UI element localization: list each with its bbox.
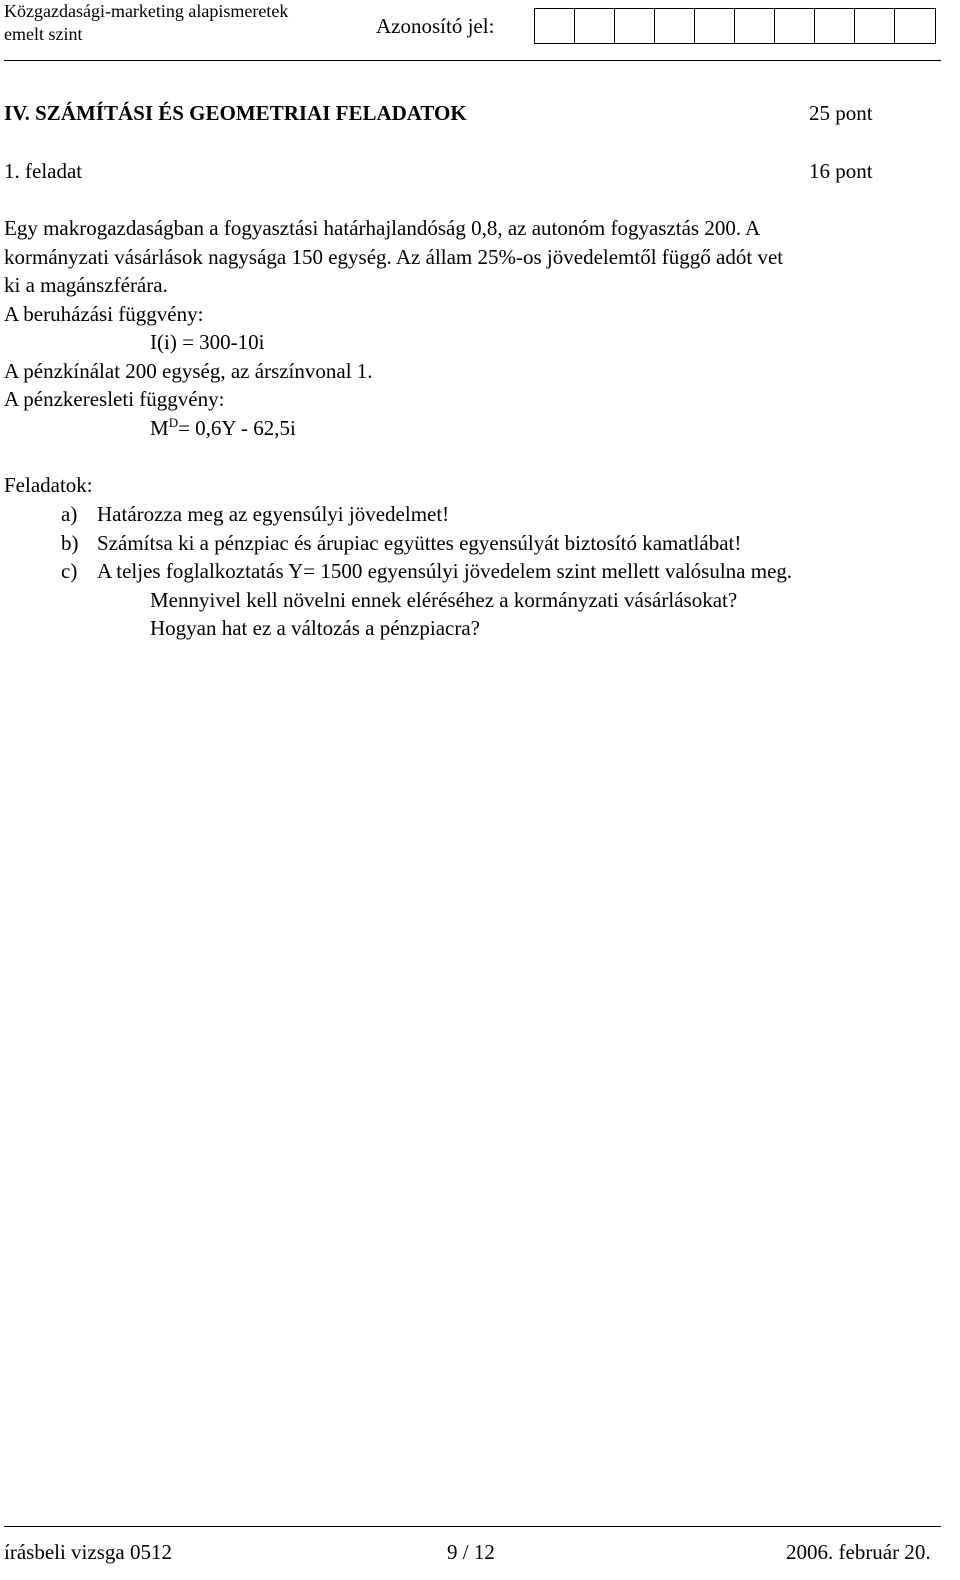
id-code-box[interactable] xyxy=(815,9,855,43)
md-superscript: D xyxy=(168,415,179,430)
task-b-text: Számítsa ki a pénzpiac és árupiac együttes egyensúlyát biztosító kamatlábat! xyxy=(97,531,742,555)
money-demand-formula xyxy=(150,414,296,442)
task-a-marker: a) xyxy=(61,502,78,526)
task-label: 1. feladat xyxy=(4,159,83,183)
id-code-box[interactable] xyxy=(655,9,695,43)
md-expression: = 0,6Y - 62,5i xyxy=(178,416,296,440)
id-code-box[interactable] xyxy=(735,9,775,43)
task-a-text: Határozza meg az egyensúlyi jövedelmet! xyxy=(97,502,450,526)
tasks-heading: Feladatok: xyxy=(4,473,93,497)
investment-formula: I(i) = 300-10i xyxy=(150,330,265,354)
header-divider xyxy=(4,60,941,61)
task-b-marker: b) xyxy=(61,531,79,555)
task-points: 16 pont xyxy=(809,159,873,183)
footer-divider xyxy=(4,1526,941,1527)
task-c-text: A teljes foglalkoztatás Y= 1500 egyensúlyi jövedelem szint mellett valósulna meg. xyxy=(97,559,793,583)
task-c-line-3: Hogyan hat ez a változás a pénzpiacra? xyxy=(150,616,480,640)
id-code-boxes[interactable] xyxy=(534,8,936,44)
id-code-box[interactable] xyxy=(775,9,815,43)
money-demand-label: A pénzkeresleti függvény: xyxy=(4,387,225,411)
id-code-box[interactable] xyxy=(895,9,935,43)
footer-exam-code: írásbeli vizsga 0512 xyxy=(4,1540,172,1564)
section-points: 25 pont xyxy=(809,101,873,125)
id-code-box[interactable] xyxy=(855,9,895,43)
task-c-line-2: Mennyivel kell növelni ennek eléréséhez a kormányzati vásárlásokat? xyxy=(150,588,738,612)
header-subject: Közgazdasági-marketing alapismeretek xyxy=(4,1,289,21)
id-code-box[interactable] xyxy=(695,9,735,43)
header-level: emelt szint xyxy=(4,24,83,44)
id-label: Azonosító jel: xyxy=(376,14,495,38)
md-symbol: M xyxy=(150,416,169,440)
section-title: IV. SZÁMÍTÁSI ÉS GEOMETRIAI FELADATOK xyxy=(4,101,467,125)
id-code-box[interactable] xyxy=(615,9,655,43)
id-code-box[interactable] xyxy=(535,9,575,43)
problem-line-2: kormányzati vásárlások nagysága 150 egység. Az állam 25%-os jövedelemtől függő adót vet xyxy=(4,245,784,269)
id-code-box[interactable] xyxy=(575,9,615,43)
money-supply: A pénzkínálat 200 egység, az árszínvonal 1. xyxy=(4,359,373,383)
problem-line-3: ki a magánszférára. xyxy=(4,273,168,297)
footer-date: 2006. február 20. xyxy=(786,1540,931,1564)
footer-page-number: 9 / 12 xyxy=(447,1540,495,1564)
task-c-marker: c) xyxy=(61,559,78,583)
problem-line-1: Egy makrogazdaságban a fogyasztási határhajlandóság 0,8, az autonóm fogyasztás 200. A xyxy=(4,216,761,240)
investment-label: A beruházási függvény: xyxy=(4,302,204,326)
